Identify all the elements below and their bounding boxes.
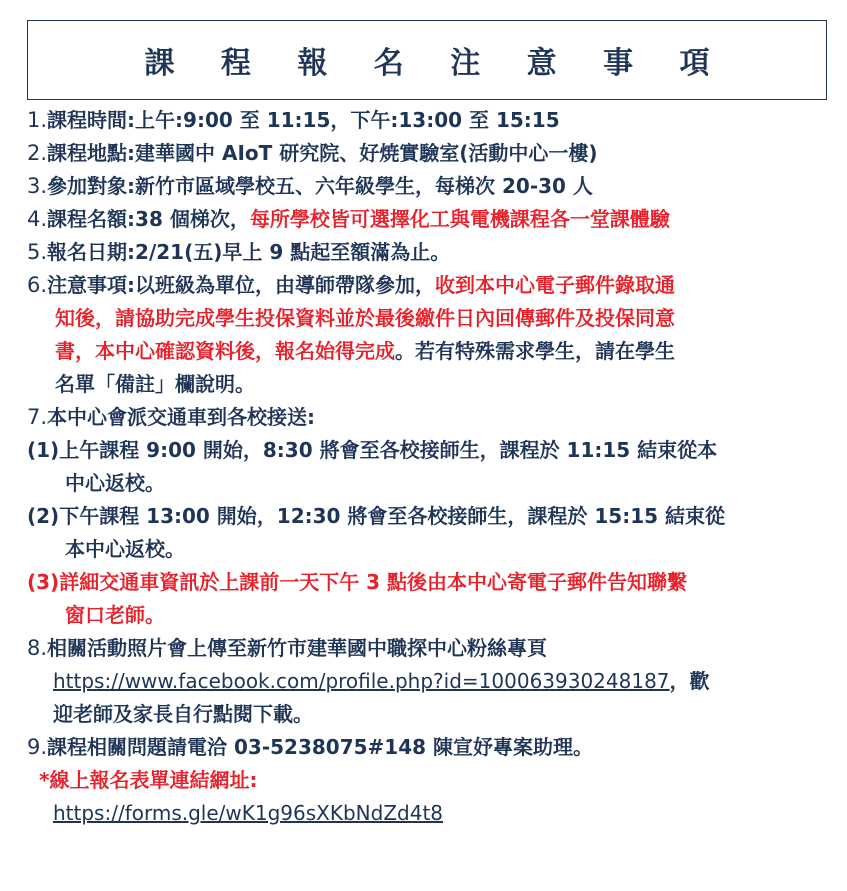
sub-item-1-cont: 中心返校。 <box>65 471 165 495</box>
online-form-label: *線上報名表單連結網址: <box>39 768 258 792</box>
item-highlight: 知後，請協助完成學生投保資料並於最後繳件日內回傳郵件及投保同意 <box>55 306 675 330</box>
item-8 <box>27 632 827 731</box>
sub-item-3: (3)詳細交通車資訊於上課前一天下午 3 點後由本中心寄電子郵件告知聯繫 <box>27 570 688 594</box>
item-highlight: 每所學校皆可選擇化工與電機課程各一堂課體驗 <box>249 207 670 231</box>
item-2 <box>27 137 827 170</box>
item-text: 相關活動照片會上傳至新竹市建華國中職探中心粉絲專頁 <box>47 636 548 660</box>
online-form-link[interactable]: https://forms.gle/wK1g96sXKbNdZd4t8 <box>53 801 444 825</box>
title-box <box>27 20 827 100</box>
item-highlight: 書，本中心確認資料後，報名始得完成 <box>55 339 395 363</box>
item-7 <box>27 401 827 632</box>
page-title: 課 程 報 名 注 意 事 項 <box>144 46 728 81</box>
item-text: 本中心會派交通車到各校接送: <box>47 405 316 429</box>
item-1 <box>27 104 827 137</box>
item-5 <box>27 236 827 269</box>
item-9 <box>27 731 827 764</box>
item-text: ，歡 <box>669 669 710 693</box>
item-number: 4. <box>27 207 48 231</box>
item-text: 注意事項:以班級為單位，由導師帶隊參加， <box>47 273 436 297</box>
item-number: 8. <box>27 636 48 660</box>
sub-item-2: (2)下午課程 13:00 開始，12:30 將會至各校接師生，課程於 15:15 結束從 <box>27 504 725 528</box>
sub-item-3-cont: 窗口老師。 <box>65 603 165 627</box>
item-text: 名單「備註」欄說明。 <box>55 372 255 396</box>
item-number: 2. <box>27 141 48 165</box>
item-number: 9. <box>27 735 48 759</box>
item-text: 迎老師及家長自行點閱下載。 <box>53 702 313 726</box>
item-number: 7. <box>27 405 48 429</box>
item-text: 課程地點:建華國中 AIoT 研究院、好焼實驗室(活動中心一樓) <box>47 141 598 165</box>
item-number: 1. <box>27 108 48 132</box>
sub-item-1: (1)上午課程 9:00 開始，8:30 將會至各校接師生，課程於 11:15 結束從本 <box>27 438 718 462</box>
item-text: 報名日期:2/21(五)早上 9 點起至額滿為止。 <box>47 240 451 264</box>
item-text: 。若有特殊需求學生，請在學生 <box>395 339 675 363</box>
notice-list <box>27 104 827 830</box>
item-3 <box>27 170 827 203</box>
item-highlight: 收到本中心電子郵件錄取通 <box>435 273 676 297</box>
facebook-link[interactable]: https://www.facebook.com/profile.php?id=100063930248187 <box>53 669 670 693</box>
item-4 <box>27 203 827 236</box>
item-number: 3. <box>27 174 48 198</box>
item-number: 6. <box>27 273 48 297</box>
item-number: 5. <box>27 240 48 264</box>
item-text: 課程相關問題請電洽 03-5238075#148 陳宣妤專案助理。 <box>47 735 594 759</box>
item-text: 課程時間:上午:9:00 至 11:15，下午:13:00 至 15:15 <box>47 108 560 132</box>
sub-item-2-cont: 本中心返校。 <box>65 537 185 561</box>
item-text: 參加對象:新竹市區域學校五、六年級學生，每梯次 20-30 人 <box>47 174 593 198</box>
item-text: 課程名額:38 個梯次， <box>47 207 250 231</box>
item-6 <box>27 269 827 401</box>
